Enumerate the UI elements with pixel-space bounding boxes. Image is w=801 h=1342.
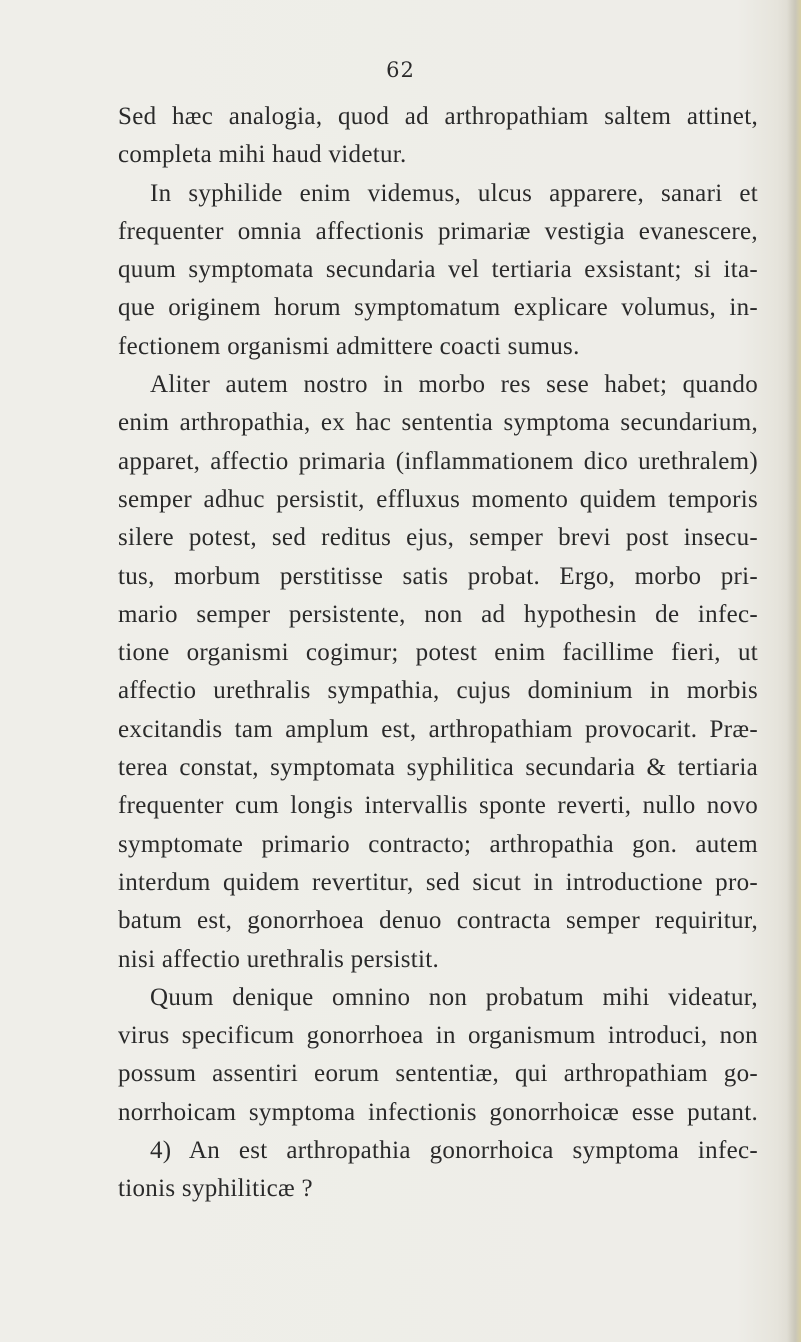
page-edge-shadow [787,0,801,1342]
text-line: enim arthropathia, ex hac sententia symptoma secundarium, [118,409,758,437]
text-line: completa mihi haud videtur. [118,141,407,169]
text-line: 4) An est arthropathia gonorrhoica symptoma infec- [150,1137,758,1165]
text-line: que originem horum symptomatum explicare volumus, in- [118,294,758,322]
text-line: tione organismi cogimur; potest enim facillime fieri, ut [118,639,758,667]
text-line: In syphilide enim videmus, ulcus apparere, sanari et [150,179,758,207]
text-line: Aliter autem nostro in morbo res sese habet; quando [150,371,758,399]
text-line: terea constat, symptomata syphilitica secundaria & tertiaria [118,754,758,782]
text-line: excitandis tam amplum est, arthropathiam provocarit. Præ- [118,715,758,743]
text-line: frequenter omnia affectionis primariæ vestigia evanescere, [118,217,758,245]
text-line: silere potest, sed reditus ejus, semper brevi post insecu- [118,524,758,552]
text-line: nisi affectio urethralis persistit. [118,945,440,973]
text-line: Sed hæc analogia, quod ad arthropathiam saltem attinet, [118,103,758,130]
text-line: tionis syphiliticæ ? [118,1175,313,1203]
body-text [118,98,758,1209]
text-line: mario semper persistente, non ad hypothesin de infec- [118,600,758,628]
text-line: fectionem organismi admittere coacti sumus. [118,332,580,360]
text-line: possum assentiri eorum sententiæ, qui arthropathiam go- [118,1060,758,1088]
text-line: apparet, affectio primaria (inflammationem dico urethralem) [118,447,758,475]
text-line: Quum denique omnino non probatum mihi videatur, [150,983,758,1011]
text-line: virus specificum gonorrhoea in organismum introduci, non [118,1022,758,1050]
text-line: quum symptomata secundaria vel tertiaria exsistant; si ita- [118,256,758,284]
text-line: norrhoicam symptoma infectionis gonorrhoicæ esse putant. [118,1098,758,1126]
text-line: interdum quidem revertitur, sed sicut in introductione pro- [118,868,758,896]
text-line: symptomate primario contracto; arthropathia gon. autem [118,830,758,858]
page-number: 62 [386,58,415,82]
text-line: affectio urethralis sympathia, cujus dominium in morbis [118,677,758,705]
text-line: batum est, gonorrhoea denuo contracta semper requiritur, [118,907,758,935]
text-line: semper adhuc persistit, effluxus momento quidem temporis [118,485,758,513]
text-line: tus, morbum perstitisse satis probat. Ergo, morbo pri- [118,562,758,590]
text-line: frequenter cum longis intervallis sponte reverti, nullo novo [118,792,758,820]
